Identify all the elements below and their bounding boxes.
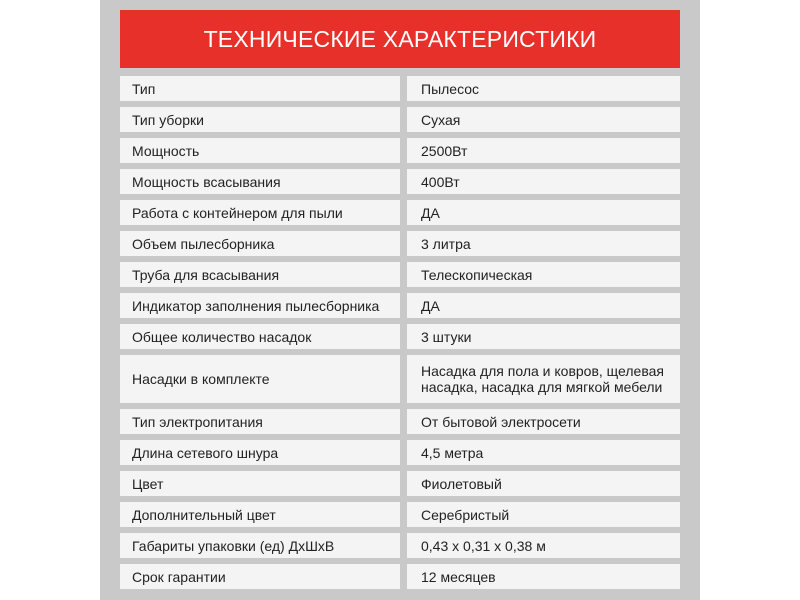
header-banner — [120, 10, 680, 68]
spec-row-suction-tube — [120, 262, 680, 287]
spec-label: Цвет — [120, 471, 400, 496]
spec-value: 2500Вт — [407, 138, 680, 163]
spec-row-dust-volume — [120, 231, 680, 256]
spec-value: 400Вт — [407, 169, 680, 194]
spec-row-cleaning-type — [120, 107, 680, 132]
spec-row-color — [120, 471, 680, 496]
spec-value: Серебристый — [407, 502, 680, 527]
spec-value: Насадка для пола и ковров, щелевая насадка, насадка для мягкой мебели — [407, 355, 680, 403]
spec-value: ДА — [407, 293, 680, 318]
spec-value: 3 литра — [407, 231, 680, 256]
spec-label: Тип уборки — [120, 107, 400, 132]
spec-row-extra-color — [120, 502, 680, 527]
spec-table — [120, 76, 680, 595]
spec-label: Труба для всасывания — [120, 262, 400, 287]
spec-label: Объем пылесборника — [120, 231, 400, 256]
spec-value: 0,43 x 0,31 x 0,38 м — [407, 533, 680, 558]
spec-row-nozzle-count — [120, 324, 680, 349]
spec-row-fill-indicator — [120, 293, 680, 318]
spec-label: Тип — [120, 76, 400, 101]
spec-panel — [100, 0, 700, 600]
spec-value: Фиолетовый — [407, 471, 680, 496]
spec-value: Сухая — [407, 107, 680, 132]
spec-label: Насадки в комплекте — [120, 355, 400, 403]
spec-label: Мощность всасывания — [120, 169, 400, 194]
spec-label: Индикатор заполнения пылесборника — [120, 293, 400, 318]
spec-row-cord-length — [120, 440, 680, 465]
spec-row-power-supply — [120, 409, 680, 434]
page-title: ТЕХНИЧЕСКИЕ ХАРАКТЕРИСТИКИ — [203, 25, 597, 52]
spec-label: Общее количество насадок — [120, 324, 400, 349]
spec-value: 3 штуки — [407, 324, 680, 349]
spec-label: Длина сетевого шнура — [120, 440, 400, 465]
spec-row-package-dimensions — [120, 533, 680, 558]
spec-label: Срок гарантии — [120, 564, 400, 589]
spec-row-nozzles-included — [120, 355, 680, 403]
spec-row-power — [120, 138, 680, 163]
spec-row-type — [120, 76, 680, 101]
spec-row-suction-power — [120, 169, 680, 194]
spec-value: Пылесос — [407, 76, 680, 101]
spec-value: 4,5 метра — [407, 440, 680, 465]
spec-value: 12 месяцев — [407, 564, 680, 589]
spec-value: Телескопическая — [407, 262, 680, 287]
spec-value: ДА — [407, 200, 680, 225]
spec-label: Тип электропитания — [120, 409, 400, 434]
spec-row-warranty — [120, 564, 680, 589]
spec-label: Мощность — [120, 138, 400, 163]
spec-label: Дополнительный цвет — [120, 502, 400, 527]
spec-label: Работа с контейнером для пыли — [120, 200, 400, 225]
spec-value: От бытовой электросети — [407, 409, 680, 434]
spec-row-dust-container — [120, 200, 680, 225]
spec-label: Габариты упаковки (ед) ДхШхВ — [120, 533, 400, 558]
